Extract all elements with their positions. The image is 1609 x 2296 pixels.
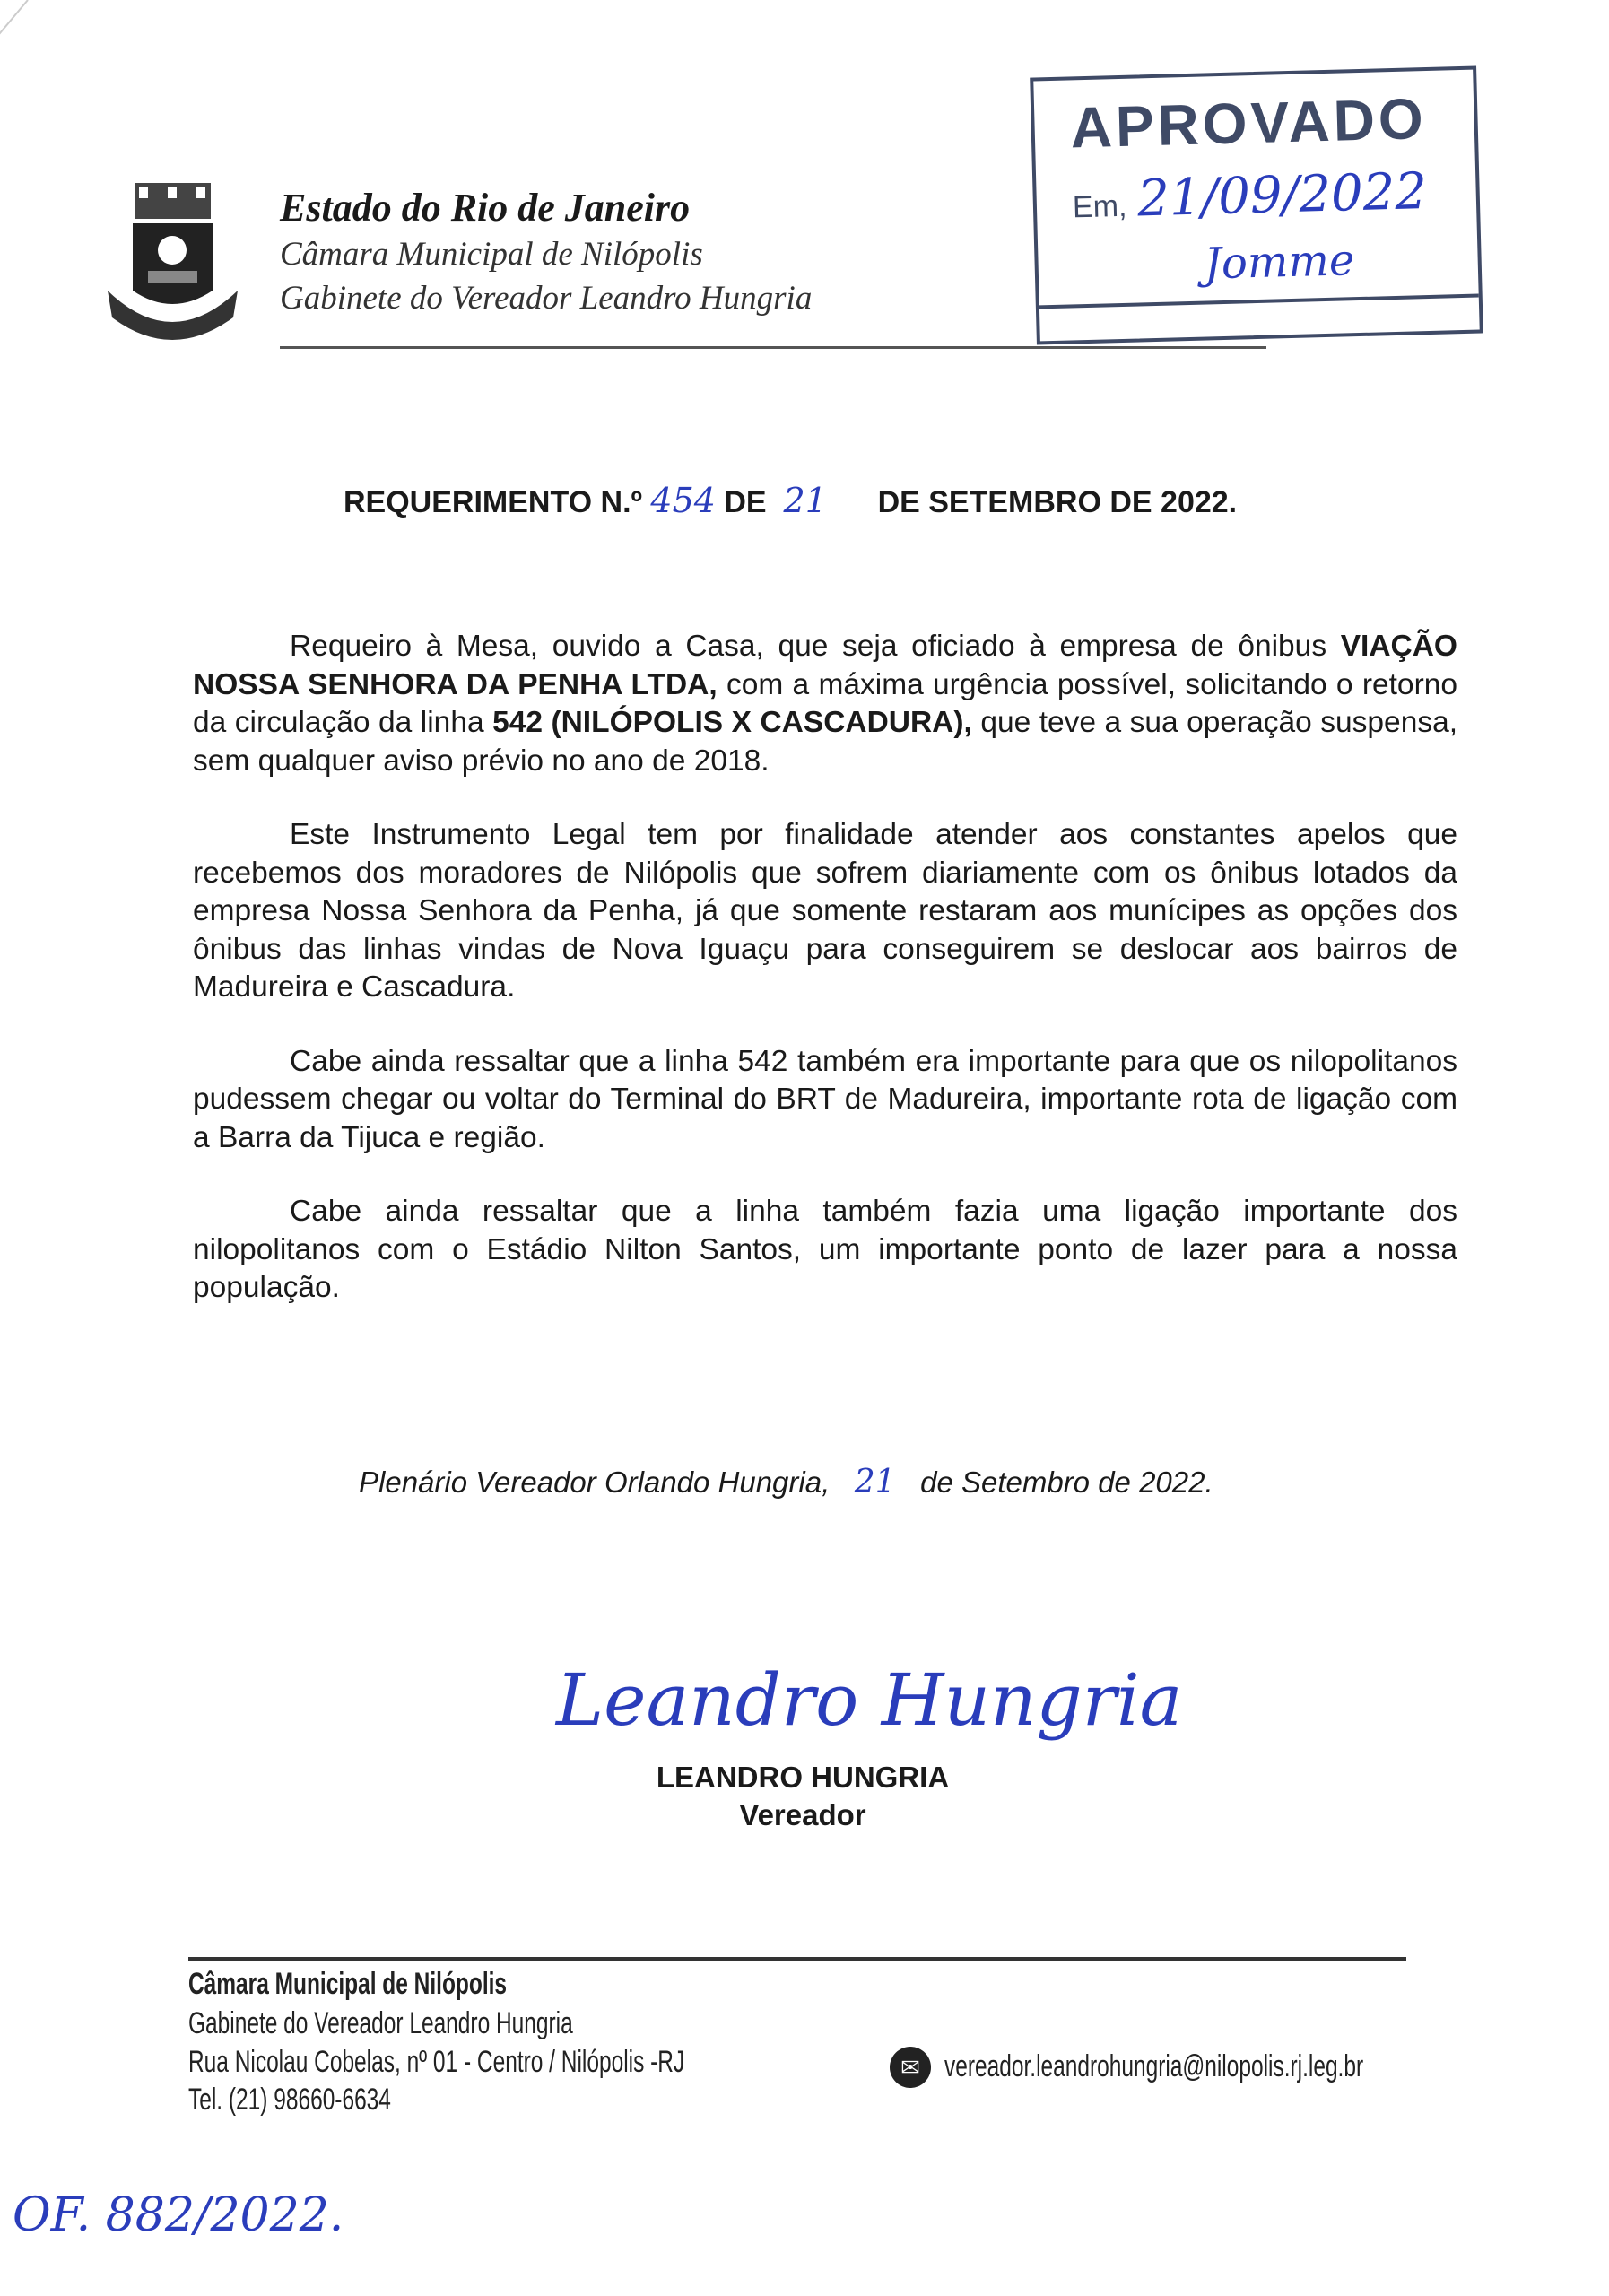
- paragraph-4: Cabe ainda ressaltar que a linha também fazia uma ligação importante dos nilopolitanos com o Estádio Nilton Santos, um importante ponto de lazer para a nossa população.: [193, 1195, 1457, 1304]
- closing-date: de Setembro de 2022.: [920, 1465, 1213, 1499]
- stamp-date-row: [1072, 161, 1428, 232]
- stamp-label: APROVADO: [1069, 86, 1428, 161]
- envelope-icon: ✉: [890, 2047, 931, 2088]
- paragraph-2: Este Instrumento Legal tem por finalidade atender aos constantes apelos que recebemos dos moradores de Nilópolis que sofrem diariamente com os ônibus lotados da empresa Nossa Senhora da Penha, já que somente restaram aos munícipes as opções dos ônibus das linhas vindas de Nova Iguaçu para conseguirem se deslocar aos bairros de Madureira e Cascadura.: [193, 818, 1457, 1004]
- paragraph-3: Cabe ainda ressaltar que a linha 542 também era importante para que os nilopolitanos pudessem chegar ou voltar do Terminal do BRT de Madureira, importante rota de ligação com a Barra da Tijuca e região.: [193, 1044, 1457, 1154]
- document-title: [344, 481, 1237, 520]
- approval-stamp: [1030, 66, 1483, 345]
- title-day: 21: [783, 481, 827, 520]
- municipal-seal-icon: [108, 183, 238, 340]
- closing-place: Plenário Vereador Orlando Hungria,: [359, 1465, 831, 1499]
- header-chamber: Câmara Municipal de Nilópolis: [280, 236, 703, 273]
- signer-role: Vereador: [739, 1798, 866, 1831]
- header-state: Estado do Rio de Janeiro: [280, 186, 691, 230]
- footer-office: Gabinete do Vereador Leandro Hungria: [188, 2006, 573, 2040]
- stamp-signature: Jomme: [1203, 235, 1355, 290]
- stamp-bar: [1039, 294, 1479, 309]
- footer-divider: [188, 1957, 1406, 1961]
- scan-mark: [0, 0, 29, 104]
- document-body: [193, 628, 1457, 1344]
- footer-phone: Tel. (21) 98660-6634: [188, 2083, 391, 2117]
- stamp-date: 21/09/2022: [1136, 162, 1428, 229]
- closing-day: 21: [854, 1464, 896, 1500]
- title-month-year: DE SETEMBRO DE 2022.: [877, 485, 1238, 519]
- footer-email[interactable]: vereador.leandrohungria@nilopolis.rj.leg.br: [944, 2049, 1364, 2083]
- handwritten-annotation: OF. 882/2022.: [13, 2188, 344, 2242]
- paragraph-1: Requeiro à Mesa, ouvido a Casa, que seja oficiado à empresa de ônibus VIAÇÃO NOSSA SENHORA DA PENHA LTDA, com a máxima urgência possível, solicitando o retorno da circulação da linha 542 (NILÓPOLIS X CASCADURA), que teve a sua operação suspensa, sem qualquer aviso prévio no ano de 2018.: [193, 630, 1458, 778]
- header-divider: [280, 346, 1266, 349]
- header-office: Gabinete do Vereador Leandro Hungria: [280, 280, 813, 317]
- title-de: DE: [724, 485, 767, 519]
- footer-chamber: Câmara Municipal de Nilópolis: [188, 1967, 508, 2001]
- footer-address: Rua Nicolau Cobelas, nº 01 - Centro / Nilópolis -RJ: [188, 2045, 685, 2079]
- closing-line: [359, 1464, 1213, 1500]
- stamp-date-prefix: Em,: [1072, 188, 1127, 225]
- handwritten-signature: Leandro Hungria: [556, 1658, 1183, 1742]
- title-prefix: REQUERIMENTO N.º: [344, 485, 642, 519]
- title-number: 454: [650, 481, 716, 520]
- signer-name: LEANDRO HUNGRIA: [656, 1761, 950, 1794]
